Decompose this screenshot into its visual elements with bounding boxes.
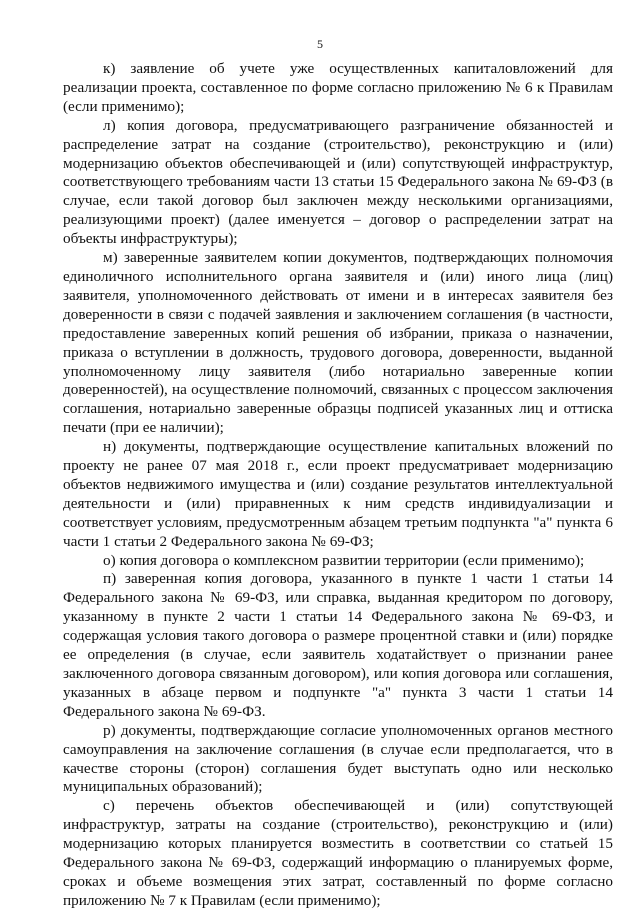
paragraph-n: н) документы, подтверждающие осуществление капитальных вложений по проекту не ранее 07 мая 2018 г., если проект предусматривает модернизацию объектов недвижимого имущества и (или) создание результатов интеллектуальной деятельности и (или) приравненных к ним средств индивидуализации и соответствует условиям, предусмотренным абзацем третьим подпункта "а" пункта 6 части 1 статьи 2 Федерального закона № 69-ФЗ; — [63, 438, 613, 550]
page-number: 5 — [317, 37, 323, 51]
paragraph-o: о) копия договора о комплексном развитии территории (если применимо); — [103, 551, 585, 569]
paragraph-p: п) заверенная копия договора, указанного в пункте 1 части 1 статьи 14 Федерального закона № 69-ФЗ, или справка, выданная кредитором по договору, указанному в пункте 2 части 1 статьи 14 Федерального закона № 69-ФЗ, и содержащая условия такого договора о размере процентной ставки и (или) порядке ее определения (в случае, если заявитель ходатайствует о признании ранее заключенного договора связанным договором), или копия договора или соглашения, указанных в абзаце первом и подпункте "а" пункта 3 части 1 статьи 14 Федерального закона № 69-ФЗ. — [63, 570, 613, 720]
paragraph-r: р) документы, подтверждающие согласие уполномоченных органов местного самоуправления на заключение соглашения (в случае если предполагается, что в качестве стороны (сторон) соглашения будет выступать одно или несколько муниципальных образований); — [63, 721, 613, 796]
paragraph-k: к) заявление об учете уже осуществленных капиталовложений для реализации проекта, составленное по форме согласно приложению № 6 к Правилам (если применимо); — [63, 60, 613, 115]
document-body — [63, 60, 613, 911]
paragraph-s: с) перечень объектов обеспечивающей и (или) сопутствующей инфраструктур, затраты на создание (строительство), реконструкцию и (или) модернизацию которых планируется возместить в соответствии со статьей 15 Федерального закона № 69-ФЗ, содержащий информацию о планируемых форме, сроках и объеме возмещения этих затрат, составленный по форме согласно приложению № 7 к Правилам (если применимо); — [63, 797, 613, 909]
paragraph-l: л) копия договора, предусматривающего разграничение обязанностей и распределение затрат на создание (строительство), реконструкцию и (или) модернизацию объектов обеспечивающей и (или) сопутствующей инфраструктур, соответствующего требованиям части 13 статьи 15 Федерального закона № 69-ФЗ (в случае, если такой договор был заключен между несколькими организациями, реализующими проект) (далее именуется – договор о распределении затрат на объекты инфраструктуры); — [63, 116, 613, 248]
paragraph-m: м) заверенные заявителем копии документов, подтверждающих полномочия единоличного исполнительного органа заявителя и (или) иного лица (лиц) заявителя, уполномоченного действовать от имени и в интересах заявителя без доверенности в связи с подачей заявления и заключением соглашения (в частности, предоставление заверенных копий решения об избрании, приказа о назначении, приказа о вступлении в должность, трудового договора, доверенности, выданной уполномоченному лицу заявителя (либо нотариально заверенные копии доверенностей), на осуществление полномочий, связанных с процессом заключения соглашения, нотариально заверенные образцы подписей указанных лиц и оттиска печати (при ее наличии); — [63, 249, 613, 437]
